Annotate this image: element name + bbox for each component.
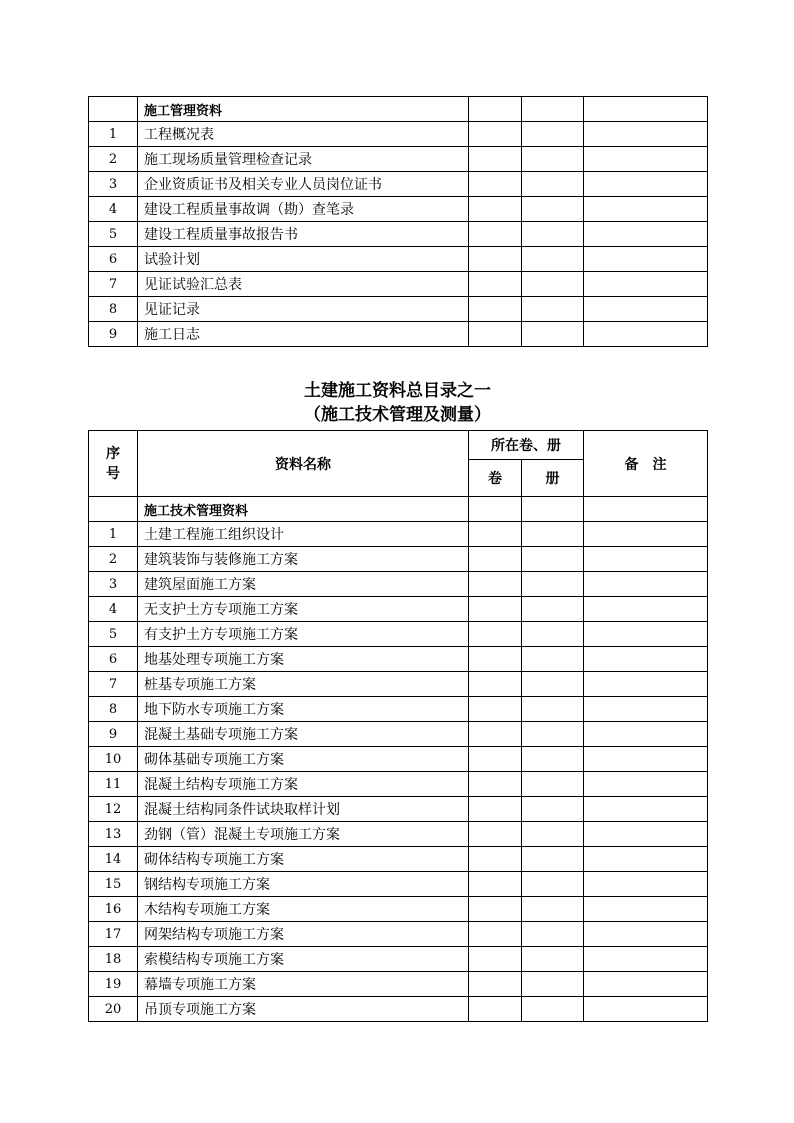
book-cell — [522, 247, 584, 272]
document-name: 网架结构专项施工方案 — [138, 922, 469, 947]
volume-cell — [469, 872, 522, 897]
row-number: 5 — [89, 222, 138, 247]
table-row — [89, 722, 708, 747]
row-number: 12 — [89, 797, 138, 822]
document-name: 建设工程质量事故报告书 — [138, 222, 469, 247]
book-cell — [522, 672, 584, 697]
row-number: 15 — [89, 872, 138, 897]
table-row — [89, 922, 708, 947]
note-cell — [584, 697, 708, 722]
document-name: 砌体基础专项施工方案 — [138, 747, 469, 772]
table-row — [89, 272, 708, 297]
row-number: 2 — [89, 147, 138, 172]
note-cell — [584, 872, 708, 897]
row-number: 1 — [89, 522, 138, 547]
note-cell — [584, 197, 708, 222]
table-row — [89, 222, 708, 247]
document-name: 施工日志 — [138, 322, 469, 347]
table-row — [89, 322, 708, 347]
row-number: 5 — [89, 622, 138, 647]
row-number: 6 — [89, 647, 138, 672]
note-cell — [584, 897, 708, 922]
row-number: 16 — [89, 897, 138, 922]
document-name: 工程概况表 — [138, 122, 469, 147]
note-header: 备 注 — [584, 431, 708, 497]
note-cell — [584, 822, 708, 847]
note-cell — [584, 997, 708, 1022]
section-row — [89, 497, 708, 522]
table-row — [89, 822, 708, 847]
management-docs-table — [88, 96, 708, 347]
book-cell — [522, 322, 584, 347]
section-row — [89, 97, 708, 122]
header-row-1 — [89, 431, 708, 460]
table-row — [89, 622, 708, 647]
volume-cell — [469, 947, 522, 972]
book-cell — [522, 597, 584, 622]
row-number: 11 — [89, 772, 138, 797]
note-cell — [584, 322, 708, 347]
document-name: 混凝土结构专项施工方案 — [138, 772, 469, 797]
table-row — [89, 797, 708, 822]
book-cell — [522, 822, 584, 847]
book-cell — [522, 972, 584, 997]
document-name: 木结构专项施工方案 — [138, 897, 469, 922]
volume-cell — [469, 172, 522, 197]
volume-cell — [469, 672, 522, 697]
book-cell — [522, 847, 584, 872]
sequence-header — [89, 431, 138, 497]
volume-cell — [469, 797, 522, 822]
document-name: 索模结构专项施工方案 — [138, 947, 469, 972]
table-row — [89, 197, 708, 222]
book-cell — [522, 172, 584, 197]
table-row — [89, 997, 708, 1022]
note-cell — [584, 272, 708, 297]
table-row — [89, 247, 708, 272]
volume-cell — [469, 722, 522, 747]
table-row — [89, 572, 708, 597]
document-name: 施工现场质量管理检查记录 — [138, 147, 469, 172]
document-name: 吊顶专项施工方案 — [138, 997, 469, 1022]
note-cell — [584, 497, 708, 522]
row-number: 9 — [89, 322, 138, 347]
book-cell — [522, 222, 584, 247]
note-cell — [584, 172, 708, 197]
row-number: 6 — [89, 247, 138, 272]
table-row — [89, 872, 708, 897]
book-cell — [522, 622, 584, 647]
catalog-title: 土建施工资料总目录之一 — [304, 381, 491, 401]
note-cell — [584, 597, 708, 622]
note-cell — [584, 772, 708, 797]
row-number: 10 — [89, 747, 138, 772]
volume-cell — [469, 922, 522, 947]
volume-cell — [469, 997, 522, 1022]
document-name: 见证记录 — [138, 297, 469, 322]
volume-cell — [469, 222, 522, 247]
row-number: 3 — [89, 172, 138, 197]
row-number: 14 — [89, 847, 138, 872]
catalog-subtitle: （施工技术管理及测量） — [304, 405, 491, 425]
book-cell — [522, 747, 584, 772]
section-number-cell — [89, 497, 138, 522]
volume-cell — [469, 497, 522, 522]
note-cell — [584, 922, 708, 947]
document-name: 地基处理专项施工方案 — [138, 647, 469, 672]
volume-cell — [469, 772, 522, 797]
section-label: 施工技术管理资料 — [138, 497, 469, 522]
book-cell — [522, 772, 584, 797]
table-row — [89, 547, 708, 572]
book-cell — [522, 522, 584, 547]
note-cell — [584, 847, 708, 872]
book-cell — [522, 147, 584, 172]
book-cell — [522, 947, 584, 972]
row-number: 8 — [89, 297, 138, 322]
note-cell — [584, 672, 708, 697]
volume-cell — [469, 147, 522, 172]
row-number: 20 — [89, 997, 138, 1022]
document-name: 混凝土基础专项施工方案 — [138, 722, 469, 747]
volume-cell — [469, 972, 522, 997]
volume-cell — [469, 622, 522, 647]
book-cell — [522, 922, 584, 947]
location-header: 所在卷、册 — [469, 431, 584, 460]
note-cell — [584, 247, 708, 272]
document-name: 土建工程施工组织设计 — [138, 522, 469, 547]
section-label: 施工管理资料 — [138, 97, 469, 122]
row-number: 2 — [89, 547, 138, 572]
section-number-cell — [89, 97, 138, 122]
book-cell — [522, 197, 584, 222]
table-row — [89, 772, 708, 797]
document-name: 砌体结构专项施工方案 — [138, 847, 469, 872]
volume-cell — [469, 547, 522, 572]
row-number: 3 — [89, 572, 138, 597]
row-number: 19 — [89, 972, 138, 997]
volume-cell — [469, 272, 522, 297]
table-row — [89, 522, 708, 547]
row-number: 13 — [89, 822, 138, 847]
document-name: 钢结构专项施工方案 — [138, 872, 469, 897]
document-name: 幕墙专项施工方案 — [138, 972, 469, 997]
note-cell — [584, 722, 708, 747]
document-name-header: 资料名称 — [138, 431, 469, 497]
volume-cell — [469, 572, 522, 597]
volume-cell — [469, 297, 522, 322]
volume-cell — [469, 522, 522, 547]
table-row — [89, 297, 708, 322]
volume-cell — [469, 747, 522, 772]
note-cell — [584, 97, 708, 122]
volume-cell — [469, 822, 522, 847]
document-name: 企业资质证书及相关专业人员岗位证书 — [138, 172, 469, 197]
book-cell — [522, 497, 584, 522]
book-cell — [522, 572, 584, 597]
book-cell — [522, 647, 584, 672]
volume-cell — [469, 247, 522, 272]
volume-cell — [469, 122, 522, 147]
row-number: 7 — [89, 272, 138, 297]
book-cell — [522, 272, 584, 297]
table-row — [89, 897, 708, 922]
row-number: 4 — [89, 197, 138, 222]
note-cell — [584, 647, 708, 672]
book-cell — [522, 297, 584, 322]
document-name: 有支护土方专项施工方案 — [138, 622, 469, 647]
book-cell — [522, 697, 584, 722]
document-name: 地下防水专项施工方案 — [138, 697, 469, 722]
volume-cell — [469, 322, 522, 347]
book-cell — [522, 97, 584, 122]
row-number: 9 — [89, 722, 138, 747]
document-name: 无支护土方专项施工方案 — [138, 597, 469, 622]
volume-cell — [469, 97, 522, 122]
table-row — [89, 847, 708, 872]
note-cell — [584, 122, 708, 147]
note-cell — [584, 747, 708, 772]
sequence-header-line2: 号 — [106, 465, 120, 482]
note-cell — [584, 797, 708, 822]
book-cell — [522, 797, 584, 822]
table-row — [89, 647, 708, 672]
document-name: 劲钢（管）混凝土专项施工方案 — [138, 822, 469, 847]
table-row — [89, 972, 708, 997]
book-cell — [522, 897, 584, 922]
volume-cell — [469, 647, 522, 672]
volume-cell — [469, 847, 522, 872]
table-row — [89, 147, 708, 172]
row-number: 7 — [89, 672, 138, 697]
document-name: 建设工程质量事故调（勘）查笔录 — [138, 197, 469, 222]
note-cell — [584, 522, 708, 547]
volume-cell — [469, 897, 522, 922]
note-cell — [584, 622, 708, 647]
technical-docs-table — [88, 430, 708, 1022]
table-row — [89, 747, 708, 772]
book-cell — [522, 722, 584, 747]
document-name: 桩基专项施工方案 — [138, 672, 469, 697]
row-number: 8 — [89, 697, 138, 722]
table-row — [89, 172, 708, 197]
note-cell — [584, 972, 708, 997]
row-number: 1 — [89, 122, 138, 147]
table-row — [89, 122, 708, 147]
volume-header: 卷 — [469, 460, 522, 497]
book-header: 册 — [522, 460, 584, 497]
book-cell — [522, 997, 584, 1022]
note-cell — [584, 572, 708, 597]
table-row — [89, 947, 708, 972]
note-cell — [584, 222, 708, 247]
table-row — [89, 672, 708, 697]
book-cell — [522, 547, 584, 572]
document-name: 试验计划 — [138, 247, 469, 272]
note-cell — [584, 547, 708, 572]
volume-cell — [469, 597, 522, 622]
row-number: 18 — [89, 947, 138, 972]
note-cell — [584, 947, 708, 972]
sequence-header-line1: 序 — [106, 445, 120, 462]
book-cell — [522, 872, 584, 897]
book-cell — [522, 122, 584, 147]
document-name: 建筑屋面施工方案 — [138, 572, 469, 597]
table-row — [89, 597, 708, 622]
row-number: 4 — [89, 597, 138, 622]
document-name: 建筑装饰与装修施工方案 — [138, 547, 469, 572]
row-number: 17 — [89, 922, 138, 947]
note-cell — [584, 147, 708, 172]
volume-cell — [469, 697, 522, 722]
document-name: 见证试验汇总表 — [138, 272, 469, 297]
volume-cell — [469, 197, 522, 222]
note-cell — [584, 297, 708, 322]
catalog-title-block — [88, 379, 707, 427]
document-name: 混凝土结构同条件试块取样计划 — [138, 797, 469, 822]
table-row — [89, 697, 708, 722]
